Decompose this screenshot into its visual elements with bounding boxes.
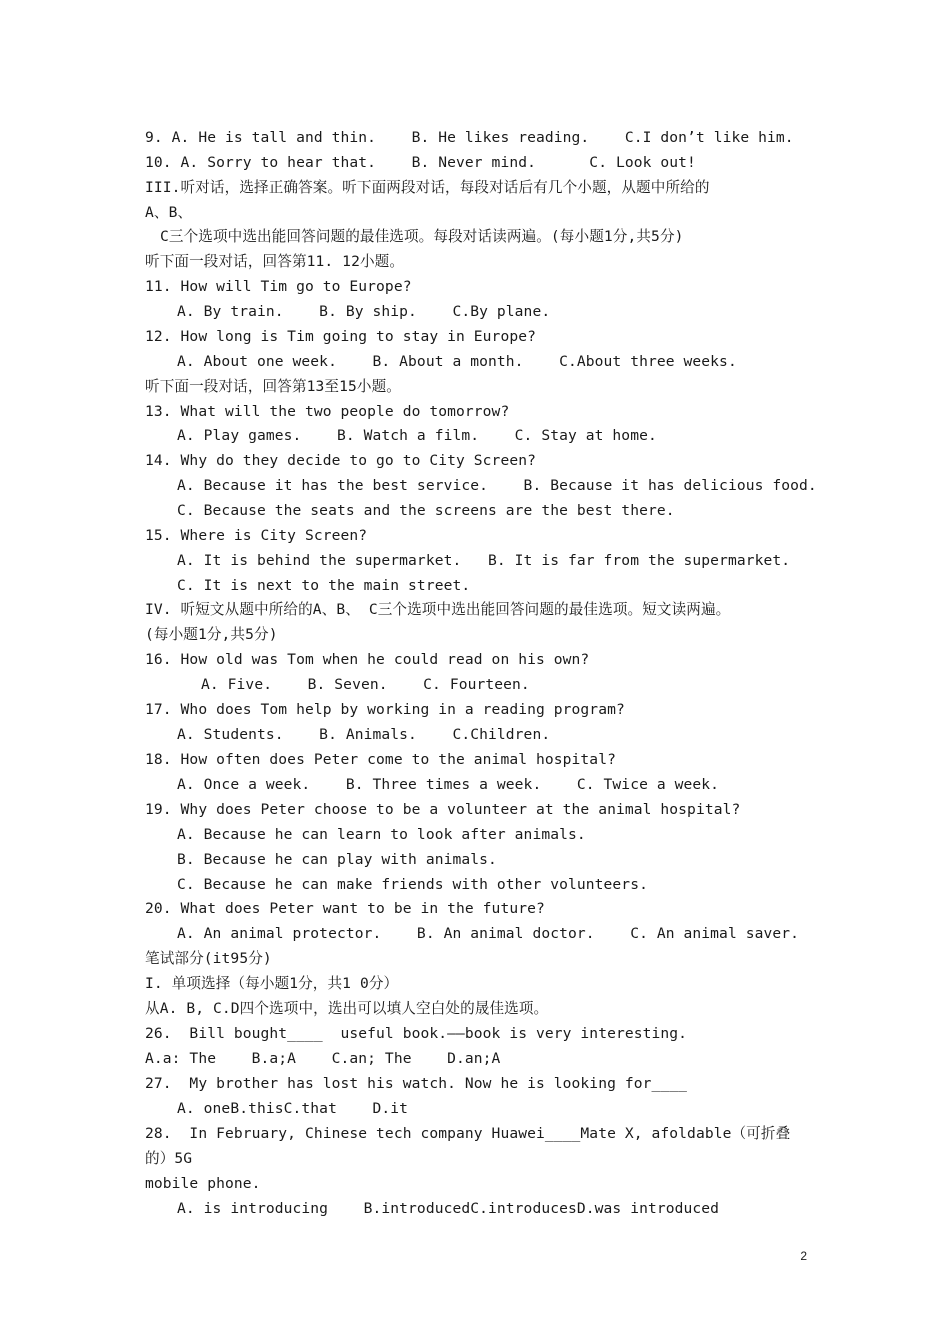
q26-question: 26. Bill bought____ useful book.——book is very interesting. <box>145 1025 688 1042</box>
q15-question: 15. Where is City Screen? <box>145 527 368 544</box>
q27-options: A. oneB.thisC.that D.it <box>177 1100 409 1117</box>
section-iv-heading: IV. 听短文从题中所给的A、B、 C三个选项中选出能回答问题的最佳选项。短文读两遍。 <box>145 601 731 618</box>
q10-line: 10. A. Sorry to hear that. B. Never mind. C. Look out! <box>145 154 696 171</box>
section-iii-heading: III.听对话，选择正确答案。听下面两段对话，每段对话后有几个小题，从题中所给的 <box>145 179 710 196</box>
q12-question: 12. How long is Tim going to stay in Europe? <box>145 328 536 345</box>
q28-question-end: mobile phone. <box>145 1175 261 1192</box>
q11-options: A. By train. B. By ship. C.By plane. <box>177 303 551 320</box>
q18-question: 18. How often does Peter come to the animal hospital? <box>145 751 616 768</box>
q14-options-ab: A. Because it has the best service. B. Because it has delicious food. <box>177 477 817 494</box>
q15-option-c: C. It is next to the main street. <box>177 577 471 594</box>
q13-options: A. Play games. B. Watch a film. C. Stay at home. <box>177 427 657 444</box>
section-iv-scoring: (每小题1分,共5分) <box>145 626 278 643</box>
q19-option-b: B. Because he can play with animals. <box>177 851 497 868</box>
q19-question: 19. Why does Peter choose to be a volunteer at the animal hospital? <box>145 801 741 818</box>
q15-options-ab: A. It is behind the supermarket. B. It is far from the supermarket. <box>177 552 791 569</box>
q28-question: 28. In February, Chinese tech company Huawei____Mate X, afoldable（可折叠 <box>145 1125 791 1142</box>
page-number: 2 <box>800 1249 807 1263</box>
single-choice-heading: I. 单项选择（每小题1分，共1 0分） <box>145 975 399 992</box>
single-choice-instructions: 从A. B, C.D四个选项中，选出可以填人空白处的晟佳选项。 <box>145 1000 549 1017</box>
q19-option-c: C. Because he can make friends with other volunteers. <box>177 876 648 893</box>
q28-question-cont: 的）5G <box>145 1150 193 1167</box>
q19-option-a: A. Because he can learn to look after animals. <box>177 826 586 843</box>
q27-question: 27. My brother has lost his watch. Now he is looking for____ <box>145 1075 688 1092</box>
q13-question: 13. What will the two people do tomorrow? <box>145 403 510 420</box>
q18-options: A. Once a week. B. Three times a week. C. Twice a week. <box>177 776 720 793</box>
q17-question: 17. Who does Tom help by working in a reading program? <box>145 701 625 718</box>
section-iii-instructions: C三个选项中选出能回答问题的最佳选项。每段对话读两遍。(每小题1分,共5分) <box>160 228 684 245</box>
dialogue-1-intro: 听下面一段对话，回答第11. 12小题。 <box>145 253 405 270</box>
q16-options: A. Five. B. Seven. C. Fourteen. <box>201 676 530 693</box>
q12-options: A. About one week. B. About a month. C.About three weeks. <box>177 353 737 370</box>
q14-option-c: C. Because the seats and the screens are the best there. <box>177 502 675 519</box>
q14-question: 14. Why do they decide to go to City Screen? <box>145 452 536 469</box>
section-iii-heading-cont: A、B、 <box>145 204 193 221</box>
q16-question: 16. How old was Tom when he could read on his own? <box>145 651 590 668</box>
q20-question: 20. What does Peter want to be in the future? <box>145 900 545 917</box>
dialogue-2-intro: 听下面一段对话，回答第13至15小题。 <box>145 378 401 395</box>
written-part-heading: 笔试部分(it95分) <box>145 950 272 967</box>
q11-question: 11. How will Tim go to Europe? <box>145 278 412 295</box>
q28-options: A. is introducing B.introducedC.introducesD.was introduced <box>177 1200 720 1217</box>
q20-options: A. An animal protector. B. An animal doctor. C. An animal saver. <box>177 925 800 942</box>
q17-options: A. Students. B. Animals. C.Children. <box>177 726 551 743</box>
q9-line: 9. A. He is tall and thin. B. He likes reading. C.I don’t like him. <box>145 129 794 146</box>
q26-options: A.a: The B.a;A C.an; The D.an;A <box>145 1050 501 1067</box>
